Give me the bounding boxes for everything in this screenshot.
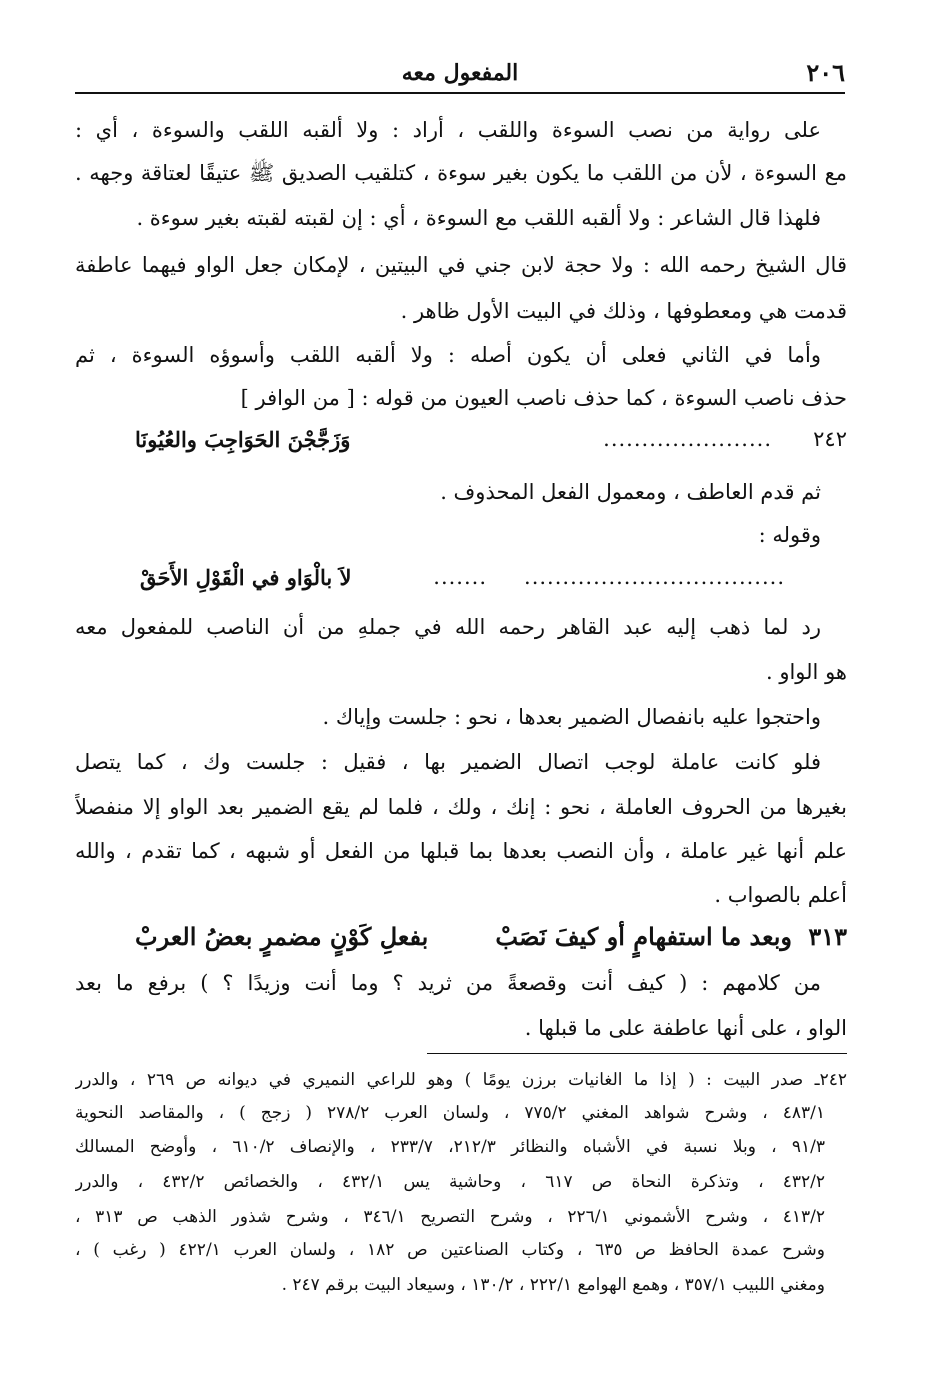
footnote-line: ومغني اللبيب ٣٥٧/١ ، وهمع الهوامع ٢٢٢/١ ، ١٣٠/٢ ، وسيعاد البيت برقم ٢٤٧ . bbox=[281, 1275, 825, 1295]
text-line: على رواية من نصب السوءة واللقب ، أراد : ولا ألقبه اللقب والسوءة ، أي : bbox=[75, 118, 821, 142]
text-line: ثم قدم العاطف ، ومعمول الفعل المحذوف . bbox=[440, 480, 821, 504]
page-header bbox=[75, 58, 845, 94]
footnote-line: ٤٨٣/١ ، وشرح شواهد المغني ٧٧٥/٢ ، ولسان العرب ٢٧٨/٢ ( زجج ) ، والمقاصد النحوية bbox=[75, 1103, 825, 1123]
verse-ellipsis: ...................... bbox=[603, 427, 772, 451]
text-line: فلهذا قال الشاعر : ولا ألقبه اللقب مع السوءة ، أي : إن لقبته لقبته بغير سوءة . bbox=[136, 206, 821, 230]
footnote-line: وشرح عمدة الحافظ ص ٦٣٥ ، وكتاب الصناعتين ص ١٨٢ ، ولسان العرب ٤٢٢/١ ( رغب ) ، bbox=[75, 1240, 825, 1260]
verse-ellipsis-right: .................................. bbox=[524, 565, 785, 589]
text-line: علم أنها غير عاملة ، وأن النصب بعدها بما قبلها من الفعل أو شبهه ، كما تقدم ، والله bbox=[75, 839, 847, 863]
text-line: واحتجوا عليه بانفصال الضمير بعدها ، نحو : جلست وإياك . bbox=[322, 705, 821, 729]
text-line: أعلم بالصواب . bbox=[714, 883, 847, 907]
verse-number: ٢٤٢ bbox=[813, 427, 847, 451]
footnote-divider bbox=[427, 1053, 847, 1054]
footnote-line: ٤١٣/٢ ، وشرح الأشموني ٢٢٦/١ ، وشرح التصريح ٣٤٦/١ ، وشرح شذور الذهب ص ٣١٣ ، bbox=[75, 1207, 825, 1227]
verse-ellipsis-left: ....... bbox=[433, 565, 487, 589]
chapter-title: المفعول معه bbox=[401, 60, 519, 86]
verse-quote bbox=[75, 565, 847, 597]
text-line: هو الواو . bbox=[765, 660, 847, 684]
text-line: فلو كانت عاملة لوجب اتصال الضمير بها ، فقيل : جلست وك ، كما يتصل bbox=[75, 750, 821, 774]
text-line: حذف ناصب السوءة ، كما حذف ناصب العيون من قوله : [ من الوافر ] bbox=[240, 386, 847, 410]
text-line: رد لما ذهب إليه عبد القاهر رحمه الله في جملهِ من أن الناصب للمفعول معه bbox=[75, 615, 821, 639]
verse-second-hemistich: بفعلِ كَوْنٍ مضمرٍ بعضُ العربْ bbox=[135, 922, 429, 951]
text-line: من كلامهم : ( كيف أنت وقصعةً من ثريد ؟ وما أنت وزيدًا ؟ ) برفع ما بعد bbox=[75, 971, 821, 995]
text-line: بغيرها من الحروف العاملة ، نحو : إنك ، ولك ، فلما لم يقع الضمير بعد الواو إلا منفصلاً bbox=[75, 795, 847, 819]
footnote-line: ٤٣٢/٢ ، وتذكرة النحاة ص ٦١٧ ، وحاشية يس ٤٣٢/١ ، والخصائص ٤٣٢/٢ ، والدرر bbox=[75, 1172, 825, 1192]
text-line: وقوله : bbox=[758, 523, 821, 547]
text-line: قدمت هي ومعطوفها ، وذلك في البيت الأول ظاهر . bbox=[400, 299, 847, 323]
footnote-line: ٩١/٣ ، وبلا نسبة في الأشباه والنظائر ٢١٢/٣، ٢٣٣/٧ ، والإنصاف ٦١٠/٢ ، وأوضح المسالك bbox=[75, 1137, 825, 1157]
page-number: ٢٠٦ bbox=[806, 58, 845, 87]
footnote-line: ٢٤٢ـ صدر البيت : ( إذا ما الغانيات برزن يومًا ) وهو للراعي النميري في ديوانه ص ٢٦٩ ، والدرر bbox=[75, 1070, 847, 1090]
text-line: قال الشيخ رحمه الله : ولا حجة لابن جني في البيتين ، لإمكان جعل الواو فيهما عاطفة bbox=[75, 253, 847, 277]
text-line: وأما في الثاني فعلى أن يكون أصله : ولا ألقبه اللقب وأسوؤه السوءة ، ثم bbox=[75, 343, 821, 367]
verse-first-hemistich: وبعد ما استفهامٍ أو كيفَ نَصَبْ bbox=[495, 922, 792, 951]
verse-number: ٣١٣ bbox=[808, 922, 847, 951]
verse-text: لاَ بالْوَاو في الْقَوْلِ الأَحَقْ bbox=[140, 565, 352, 590]
text-line: الواو ، على أنها عاطفة على ما قبلها . bbox=[524, 1016, 847, 1040]
text-line: مع السوءة ، لأن من اللقب ما يكون بغير سوءة ، كتلقيب الصديق ﷺ عتيقًا لعتاقة وجهه . bbox=[75, 161, 847, 185]
verse-text: وَزَجَّجْنَ الحَوَاجِبَ والعُيُونَا bbox=[135, 427, 351, 452]
verse-242 bbox=[75, 427, 847, 459]
